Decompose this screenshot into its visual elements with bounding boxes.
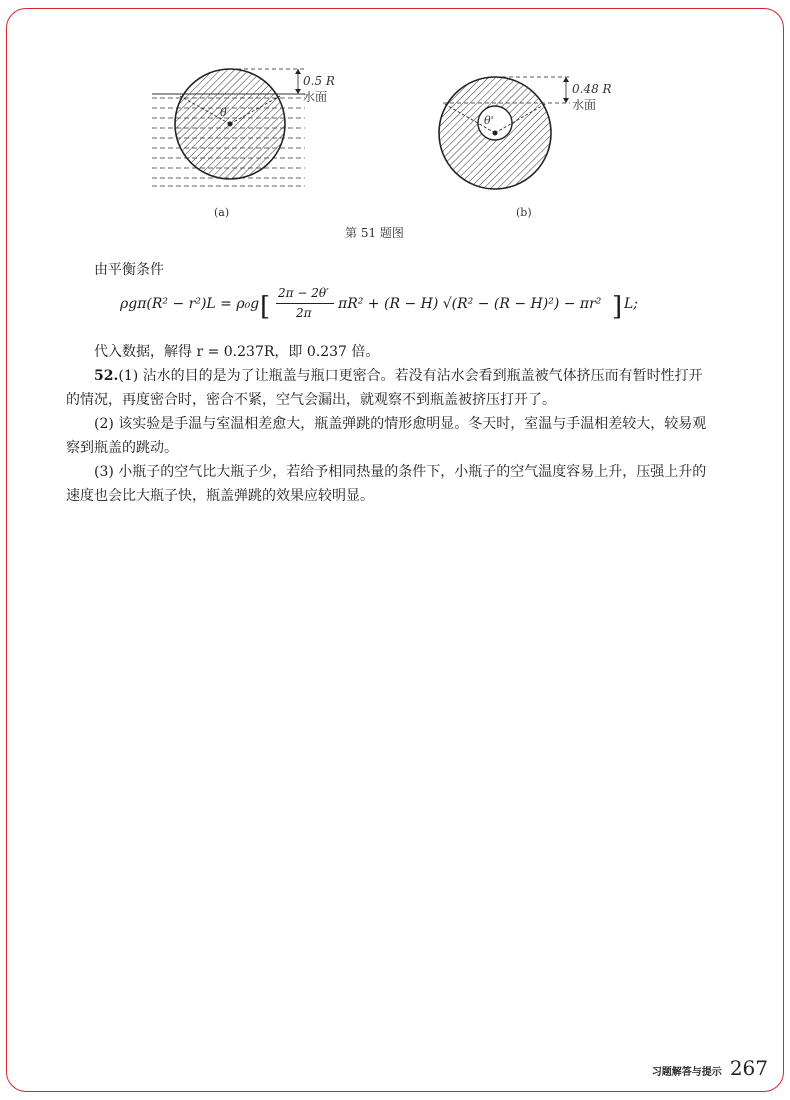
water-surface-label-a: 水面 (303, 90, 328, 104)
result-line: 代入数据，解得 r = 0.237R，即 0.237 倍。 (94, 344, 380, 360)
depth-label-a: 0.5 R (303, 74, 335, 88)
intro-text (66, 258, 716, 282)
equation (120, 284, 680, 334)
fraction-denominator: 2π (296, 306, 312, 320)
equation-lhs: ρgπ(R² − r²)L = ρ₀g (120, 296, 260, 312)
q52-p2: (2) 该实验是手温与室温相差愈大，瓶盖弹跳的情形愈明显。冬天时，室温与手温相差较大，较易观察到瓶盖的跳动。 (66, 416, 707, 456)
bracket-open: [ (260, 292, 271, 322)
figure-a-label: (a) (214, 206, 230, 219)
intro-line: 由平衡条件 (94, 262, 164, 278)
section-title: 习题解答与提示 (651, 1067, 722, 1078)
figure-b-label: (b) (516, 206, 532, 219)
page-number: 267 (729, 1056, 768, 1080)
equation-rest: πR² + (R − H) √(R² − (R − H)²) − πr² (338, 296, 602, 312)
page-footer (652, 1056, 768, 1080)
answer-body (66, 340, 716, 508)
q52-p3: (3) 小瓶子的空气比大瓶子少，若给予相同热量的条件下，小瓶子的空气温度容易上升，压强上升的速度也会比大瓶子快，瓶盖弹跳的效果应较明显。 (66, 464, 707, 504)
figure-51 (140, 58, 620, 248)
equation-tail: L; (624, 296, 639, 312)
theta-label-b: θ' (484, 114, 494, 127)
depth-label-b: 0.48 R (572, 82, 612, 96)
figure-diagrams (140, 58, 620, 218)
fraction-numerator: 2π − 2θ′ (278, 286, 329, 300)
q52-p1-text: (1) 沾水的目的是为了让瓶盖与瓶口更密合。若没有沾水会看到瓶盖被气体挤压而有暂时性打开的情况，再度密合时，密合不紧，空气会漏出，就观察不到瓶盖被挤压打开了。 (66, 368, 703, 408)
q52-number: 52. (94, 368, 119, 384)
theta-label-a: θ (220, 106, 227, 119)
bracket-close: ] (612, 292, 623, 322)
figure-caption: 第 51 题图 (345, 226, 404, 240)
fraction-bar (276, 303, 334, 304)
q52-p1 (66, 364, 716, 412)
water-surface-label-b: 水面 (572, 98, 597, 112)
